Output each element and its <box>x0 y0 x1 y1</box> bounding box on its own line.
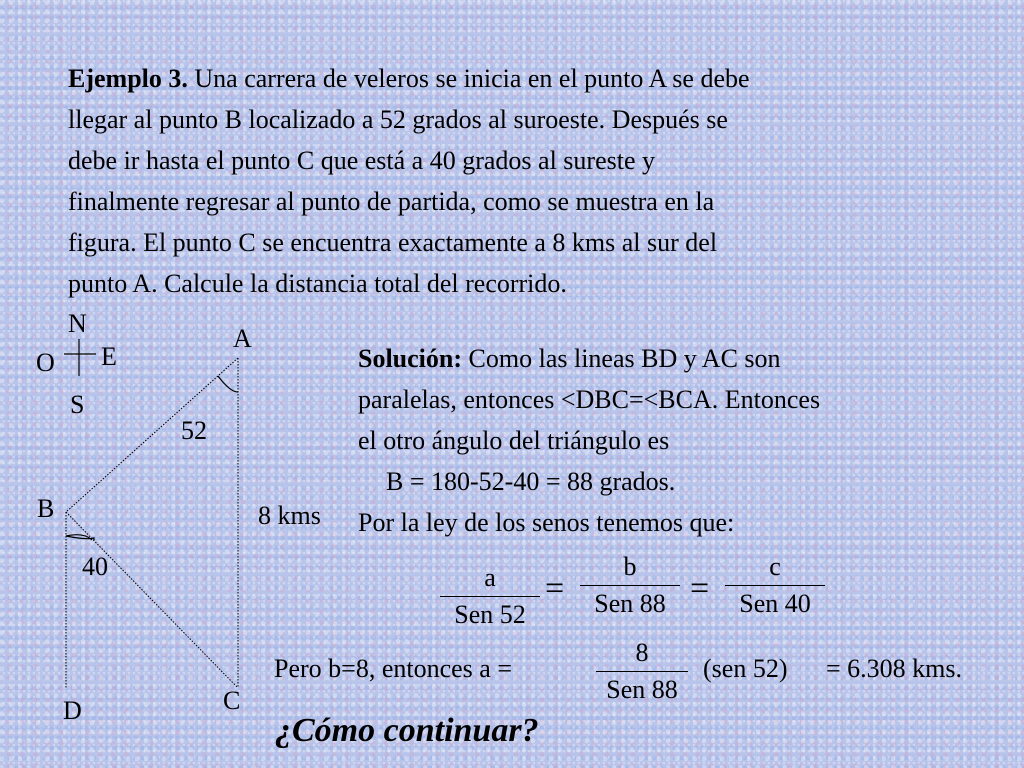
fraction-a-denominator: Sen 52 <box>454 600 526 629</box>
problem-line-6: punto A. Calcule la distancia total del recorrido. <box>68 269 567 298</box>
fraction-b-denominator: Sen 88 <box>594 589 666 618</box>
solution-label: Solución: <box>358 344 463 373</box>
fraction-b-numerator: b <box>623 552 637 581</box>
fraction-bar <box>725 585 825 586</box>
fraction-c-sen40 <box>725 552 825 619</box>
result-answer: = 6.308 kms. <box>826 654 963 683</box>
angle-b-label: 40 <box>82 552 108 581</box>
problem-line-1: Ejemplo 3. Una carrera de veleros se inicia en el punto A se debe <box>68 64 750 93</box>
fraction-bar <box>440 596 540 597</box>
solution-line-1: Solución: Como las lineas BD y AC son <box>358 344 781 373</box>
equals-sign-1: = <box>545 570 565 607</box>
point-a-label: A <box>233 324 252 353</box>
fraction-bar <box>596 671 688 672</box>
point-d-label: D <box>63 696 82 725</box>
solution-line-2: paralelas, entonces <DBC=<BCA. Entonces <box>358 385 821 414</box>
problem-line-5: figura. El punto C se encuentra exactamente a 8 kms al sur del <box>68 228 718 257</box>
equals-sign-2: = <box>690 570 710 607</box>
compass-west: O <box>36 348 55 377</box>
compass-north: N <box>68 309 87 338</box>
solution-line-3: el otro ángulo del triángulo es <box>358 426 670 455</box>
fraction-b-sen88 <box>580 552 680 619</box>
side-ac-label: 8 kms <box>258 501 321 530</box>
problem-label: Ejemplo 3. <box>68 64 188 93</box>
result-prefix: Pero b=8, entonces a = <box>274 654 512 683</box>
result-numerator: 8 <box>635 638 649 667</box>
problem-line-2: llegar al punto B localizado a 52 grados al suroeste. Después se <box>68 105 728 134</box>
point-b-label: B <box>37 494 55 523</box>
fraction-c-numerator: c <box>769 552 781 581</box>
result-factor: (sen 52) <box>703 654 788 683</box>
problem-line-3: debe ir hasta el punto C que está a 40 grados al sureste y <box>68 146 655 175</box>
continue-question: ¿Cómo continuar? <box>275 712 539 749</box>
fraction-c-denominator: Sen 40 <box>739 589 811 618</box>
compass-south: S <box>70 390 85 419</box>
solution-block <box>358 338 820 543</box>
compass-east: E <box>101 342 117 371</box>
fraction-8-sen88 <box>596 638 688 705</box>
side-ab <box>66 358 238 512</box>
problem-line-4: finalmente regresar al punto de partida, como se muestra en la <box>68 187 715 216</box>
fraction-a-sen52 <box>440 563 540 630</box>
fraction-bar <box>580 585 680 586</box>
angle-a-label: 52 <box>181 416 207 445</box>
result-denominator: Sen 88 <box>606 675 678 704</box>
solution-line-4: B = 180-52-40 = 88 grados. <box>386 467 676 496</box>
point-c-label: C <box>223 686 241 715</box>
solution-line-5: Por la ley de los senos tenemos que: <box>358 508 735 537</box>
angle-arc-a <box>218 376 238 392</box>
fraction-a-numerator: a <box>484 563 496 592</box>
